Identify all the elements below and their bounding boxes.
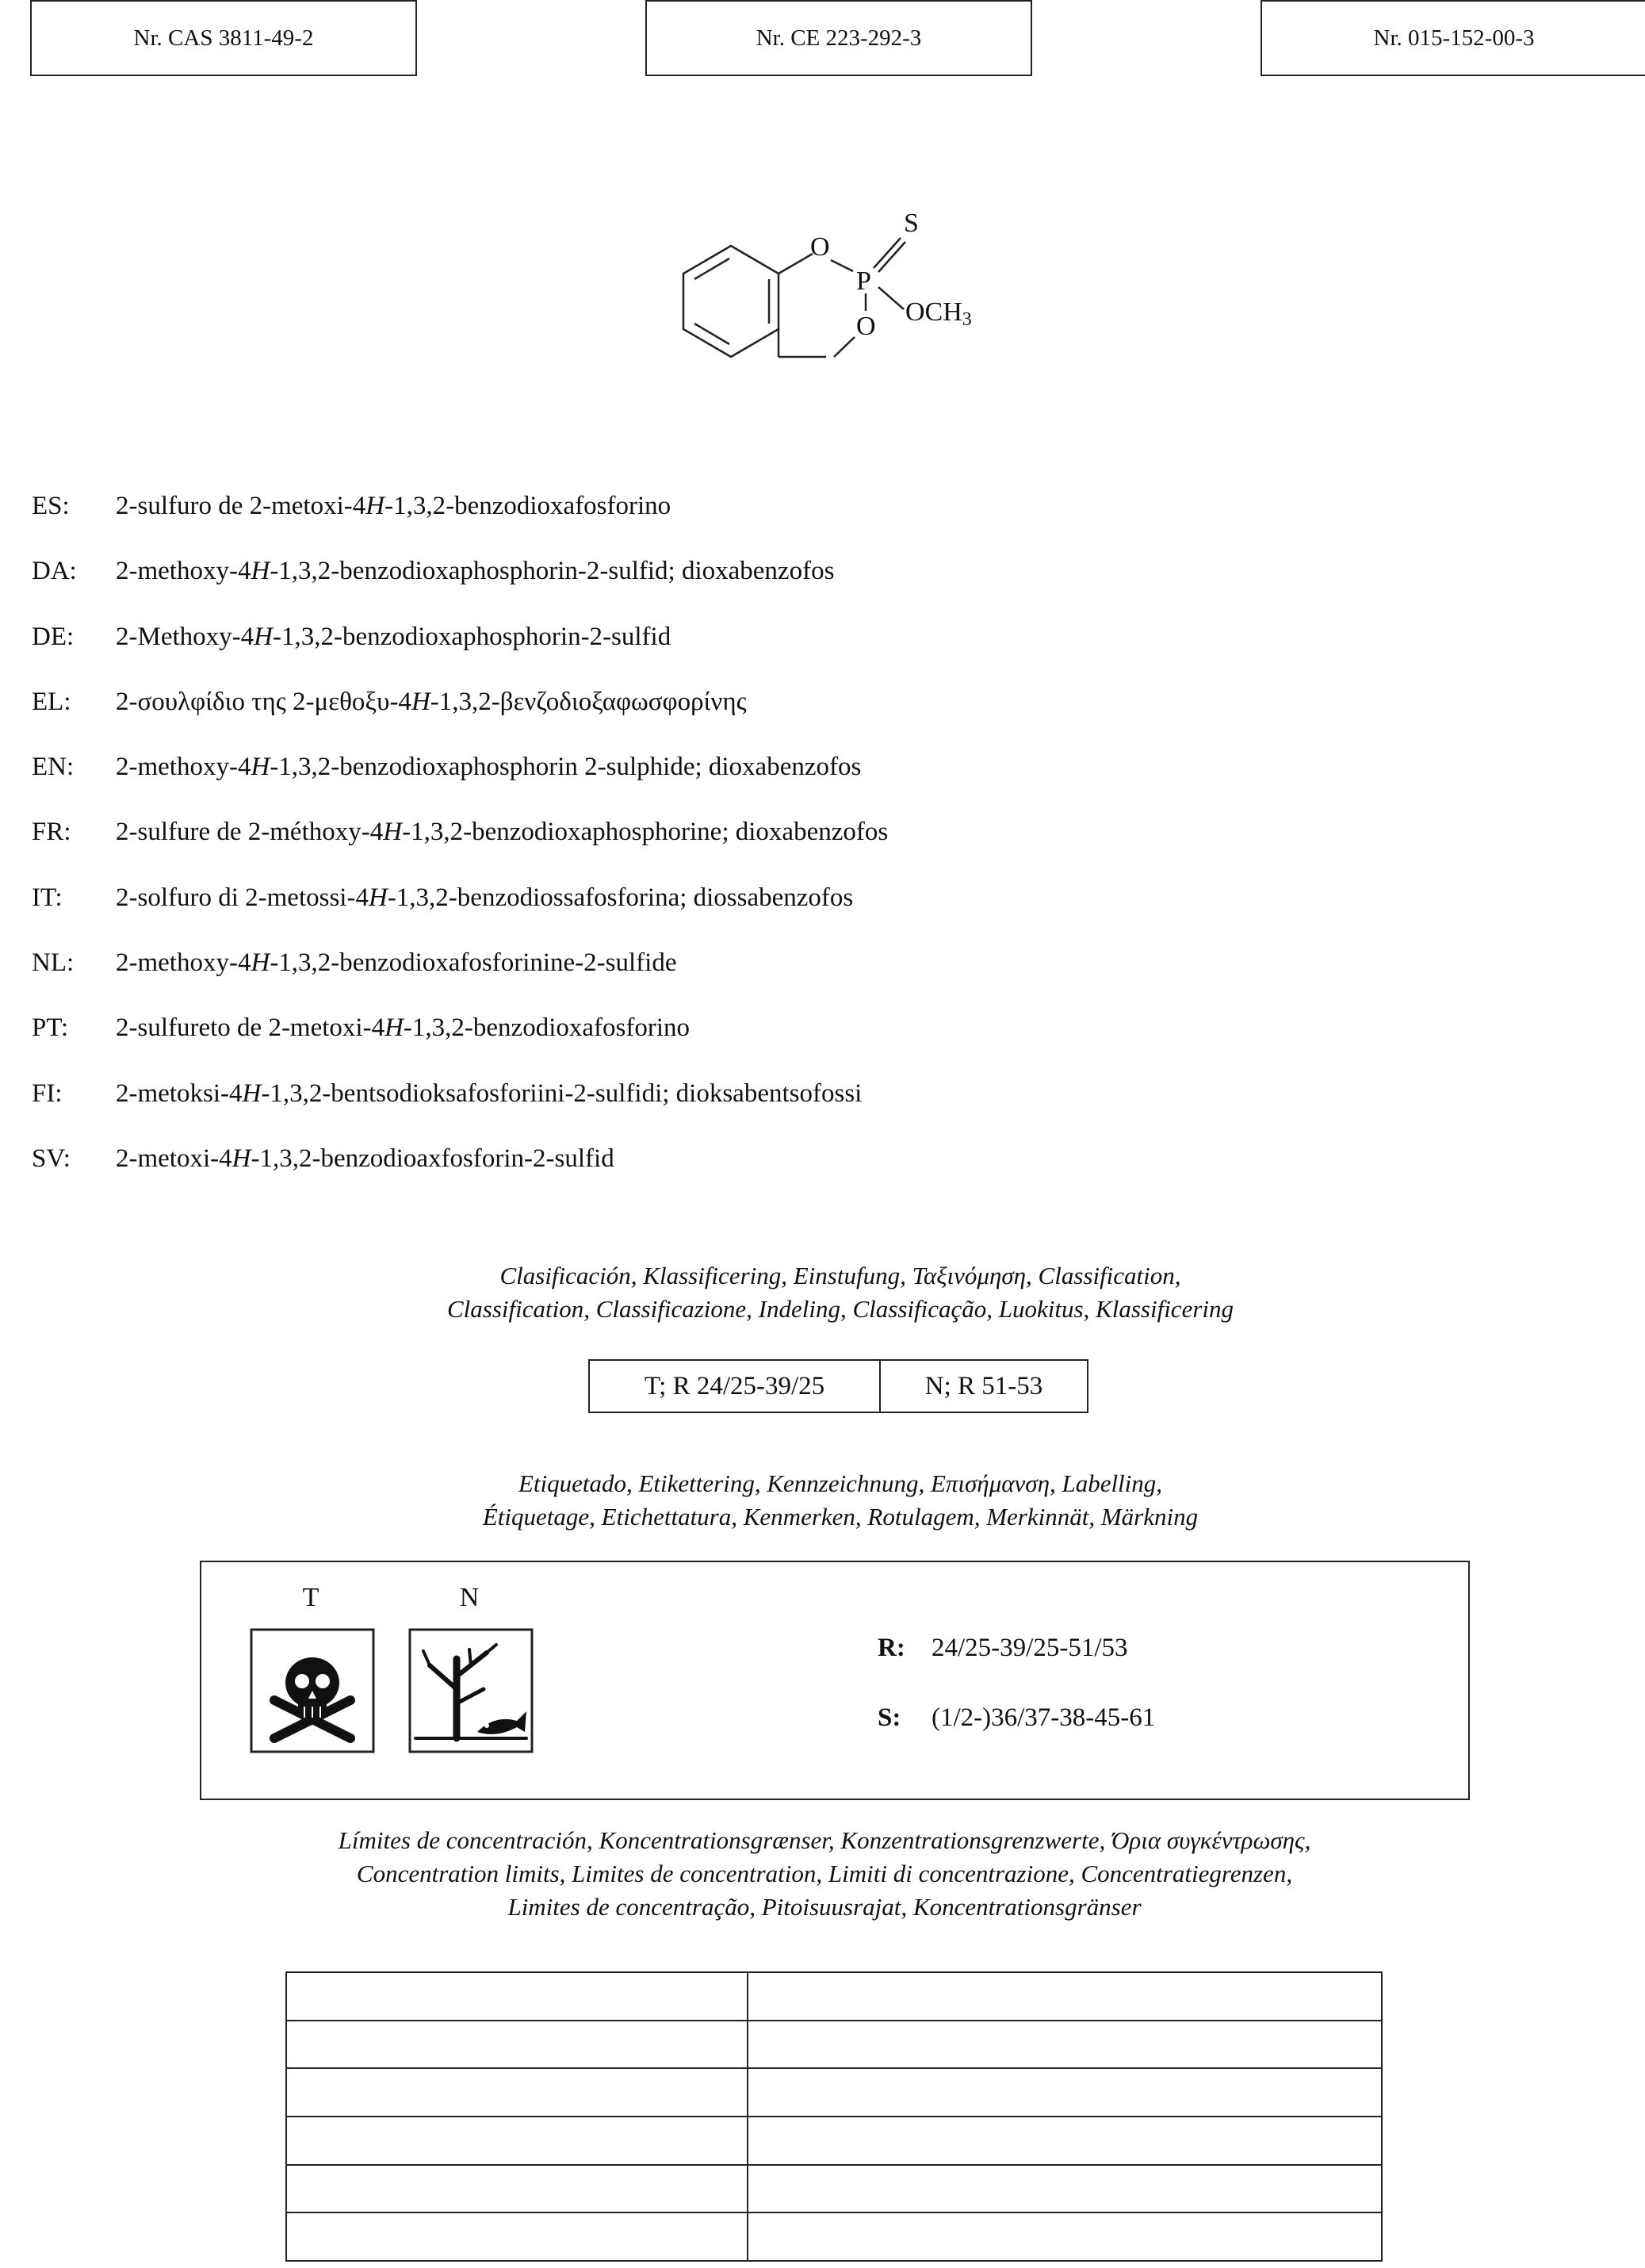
chemical-name: [116, 688, 747, 717]
concentration-heading-line3: Limites de concentração, Pitoisuusrajat, Koncentrationsgränser: [507, 1893, 1142, 1921]
language-code: EN:: [32, 753, 75, 782]
table-row: [286, 2068, 1382, 2117]
chemical-name-suffix: -1,3,2-benzodioxaphosphorin-2-sulfid; dioxabenzofos: [270, 557, 835, 586]
chemical-name: [116, 1144, 614, 1174]
language-code: DA:: [32, 557, 77, 586]
table-cell: [286, 2068, 748, 2117]
chemical-name-prefix: 2-σουλφίδιο της 2-μεθοξυ-4: [116, 687, 411, 716]
structural-formula: [666, 190, 1015, 389]
chemical-name-italic: H: [242, 1078, 262, 1108]
atom-oxygen-top: O: [810, 232, 830, 262]
table-row: [286, 2117, 1382, 2165]
ec-number: Nr. CE 223-292-3: [756, 25, 922, 51]
language-code: IT:: [32, 883, 63, 912]
chemical-name-prefix: 2-sulfuro de 2-metoxi-4: [116, 492, 366, 520]
table-cell: [286, 2117, 748, 2165]
table-cell: [286, 2021, 748, 2069]
chemical-name-prefix: 2-metoxi-4: [116, 1144, 232, 1173]
table-cell: [748, 2068, 1382, 2117]
language-code: PT:: [32, 1013, 69, 1043]
table-cell: [748, 2212, 1382, 2261]
classification-box: [588, 1359, 1088, 1413]
chemical-name: [116, 623, 671, 652]
chemical-name: [116, 818, 888, 847]
safety-phrases: [878, 1703, 1155, 1733]
classification-heading-line2: Classification, Classificazione, Indeling, Classificação, Luokitus, Klassificering: [446, 1295, 1234, 1323]
table-row: [286, 1972, 1382, 2021]
chemical-name-italic: H: [231, 1144, 251, 1173]
chemical-name: [116, 948, 677, 978]
labelling-heading: [238, 1467, 1443, 1534]
risk-phrases: [878, 1634, 1127, 1663]
symbol-letter-t: T: [302, 1583, 319, 1612]
table-row: [286, 2021, 1382, 2069]
chemical-name-suffix: -1,3,2-benzodioxafosforino: [384, 492, 671, 520]
table-cell: [748, 2021, 1382, 2069]
language-code: DE:: [32, 622, 75, 651]
labelling-box: [200, 1561, 1470, 1800]
chemical-name-suffix: -1,3,2-benzodiossafosforina; diossabenzofos: [387, 883, 854, 912]
chemical-name-italic: H: [411, 687, 430, 716]
chemical-name-prefix: 2-sulfure de 2-méthoxy-4: [116, 818, 384, 847]
concentration-heading-line2: Concentration limits, Limites de concentration, Limiti di concentrazione, Concentratiegrenzen,: [356, 1860, 1293, 1887]
name-row-de: [32, 623, 1601, 688]
chemical-name-italic: H: [383, 818, 403, 847]
chemical-name-prefix: 2-methoxy-4: [116, 753, 251, 782]
classification-cell-environment: N; R 51-53: [924, 1371, 1043, 1400]
table-cell: [286, 1972, 748, 2021]
atom-oxygen-bottom: O: [856, 312, 876, 341]
benzene-ring: [683, 246, 779, 357]
safety-value: (1/2-)36/37-38-45-61: [932, 1703, 1156, 1732]
chemical-name-italic: H: [251, 948, 270, 978]
table-cell: [748, 1972, 1382, 2021]
language-code: ES:: [32, 492, 70, 520]
language-code: NL:: [32, 948, 75, 978]
chemical-name-suffix: -1,3,2-benzodioxaphosphorine; dioxabenzofos: [402, 818, 889, 847]
skull-crossbones-icon: [249, 1627, 376, 1754]
group-och3: [905, 297, 972, 330]
chemical-name-italic: H: [251, 557, 270, 586]
concentration-heading-line1: Límites de concentración, Koncentrationsgrænser, Konzentrationsgrenzwerte, Όρια συγκέντρωσης,: [338, 1826, 1311, 1854]
symbol-letter-n: N: [459, 1583, 480, 1612]
name-row-fr: [32, 818, 1601, 883]
chemical-name-suffix: -1,3,2-benzodioxaphosphorin-2-sulfid: [272, 622, 671, 651]
chemical-name-suffix: -1,3,2-bentsodioksafosforiini-2-sulfidi; dioksabentsofossi: [261, 1078, 863, 1108]
chemical-name-suffix: -1,3,2-benzodioaxfosforin-2-sulfid: [251, 1144, 614, 1173]
name-row-el: [32, 688, 1601, 753]
name-row-sv: [32, 1144, 1601, 1209]
table-cell: [748, 2165, 1382, 2213]
table-cell: [286, 2212, 748, 2261]
chemical-name-italic: H: [251, 753, 270, 782]
chemical-name: [116, 883, 853, 913]
och3-label: OCH: [905, 297, 962, 327]
och3-subscript: 3: [962, 309, 972, 330]
labelling-heading-line1: Etiquetado, Etikettering, Kennzeichnung, Επισήμανση, Labelling,: [518, 1469, 1163, 1497]
language-code: SV:: [32, 1144, 71, 1173]
chemical-name-prefix: 2-metoksi-4: [116, 1078, 243, 1108]
chemical-name-suffix: -1,3,2-benzodioxafosforino: [403, 1013, 690, 1043]
chemical-name-italic: H: [254, 622, 273, 651]
atom-phosphorus: P: [856, 266, 871, 296]
chemical-name-suffix: -1,3,2-βενζοδιοξαφωσφορίνης: [430, 687, 747, 716]
classification-cell-toxic: T; R 24/25-39/25: [590, 1361, 881, 1412]
chemical-name-suffix: -1,3,2-benzodioxafosforinine-2-sulfide: [270, 948, 677, 978]
chemical-name-suffix: -1,3,2-benzodioxaphosphorin 2-sulphide; dioxabenzofos: [270, 753, 862, 782]
chemical-name: [116, 557, 834, 586]
chemical-name: [116, 492, 671, 521]
chemical-name-italic: H: [384, 1013, 404, 1043]
language-names-list: [32, 492, 1601, 1209]
concentration-table: [285, 1971, 1383, 2262]
chemical-name: [116, 1079, 862, 1109]
ec-number-box: [645, 0, 1032, 76]
risk-label: R:: [878, 1634, 905, 1662]
cas-number: Nr. CAS 3811-49-2: [133, 25, 314, 51]
classification-heading: [238, 1259, 1443, 1326]
name-row-it: [32, 883, 1601, 948]
chemical-name-italic: H: [368, 883, 388, 912]
index-number: Nr. 015-152-00-3: [1373, 25, 1535, 51]
chemical-name-prefix: 2-sulfureto de 2-metoxi-4: [116, 1013, 385, 1043]
language-code: FR:: [32, 818, 71, 847]
name-row-nl: [32, 948, 1601, 1013]
cas-number-box: [30, 0, 417, 76]
table-row: [286, 2212, 1382, 2261]
chemical-name-italic: H: [365, 492, 385, 520]
classification-heading-line1: Clasificación, Klassificering, Einstufung, Ταξινόμηση, Classification,: [499, 1262, 1181, 1289]
name-row-da: [32, 557, 1601, 622]
name-row-fi: [32, 1079, 1601, 1144]
table-cell: [286, 2165, 748, 2213]
safety-label: S:: [878, 1703, 901, 1732]
name-row-en: [32, 753, 1601, 818]
table-cell: [748, 2117, 1382, 2165]
chemical-name-prefix: 2-methoxy-4: [116, 948, 251, 978]
chemical-name-prefix: 2-methoxy-4: [116, 557, 251, 586]
risk-value: 24/25-39/25-51/53: [932, 1634, 1128, 1662]
index-number-box: [1261, 0, 1645, 76]
chemical-name: [116, 753, 861, 782]
name-row-es: [32, 492, 1601, 557]
name-row-pt: [32, 1013, 1601, 1078]
language-code: FI:: [32, 1078, 63, 1108]
chemical-name: [116, 1013, 690, 1043]
concentration-heading: [143, 1824, 1506, 1924]
dead-tree-fish-icon: [407, 1627, 534, 1754]
language-code: EL:: [32, 687, 71, 716]
table-row: [286, 2165, 1382, 2213]
chemical-name-prefix: 2-solfuro di 2-metossi-4: [116, 883, 369, 912]
labelling-heading-line2: Étiquetage, Etichettatura, Kenmerken, Rotulagem, Merkinnät, Märkning: [482, 1503, 1199, 1531]
atom-sulfur: S: [904, 209, 919, 238]
chemical-name-prefix: 2-Methoxy-4: [116, 622, 254, 651]
